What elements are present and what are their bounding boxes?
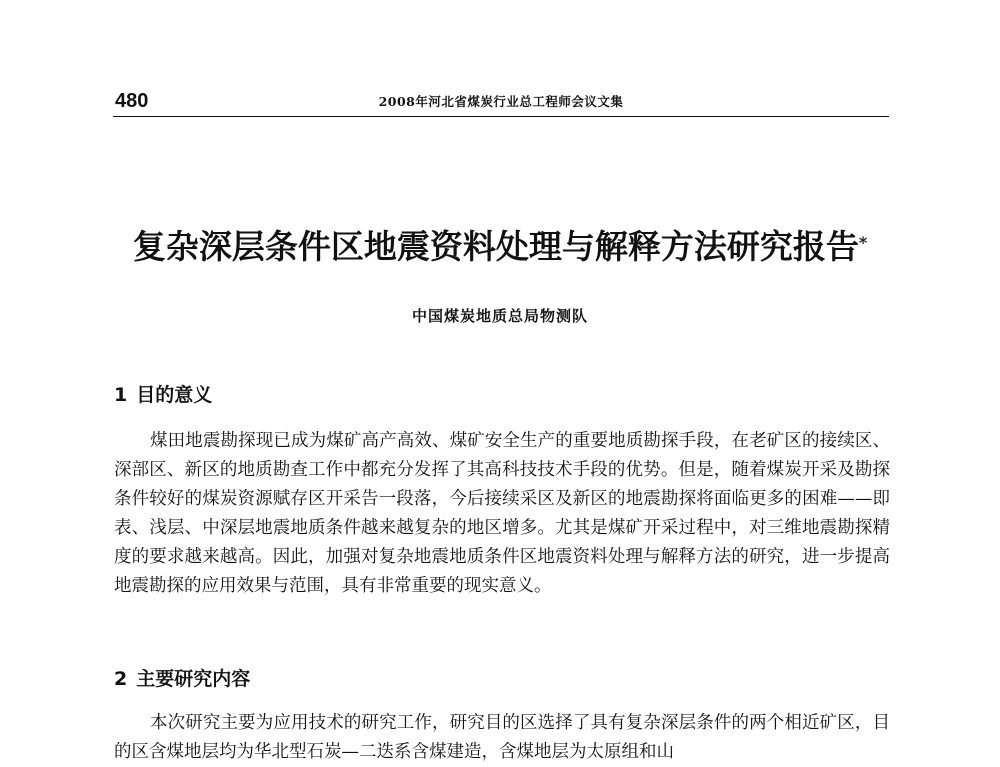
running-title: 2008年河北省煤炭行业总工程师会议文集 [378,94,624,109]
section-heading-2 [114,666,250,692]
section-heading-text: 主要研究内容 [136,668,251,690]
article-title [100,224,900,270]
section-2-body [114,709,890,767]
title-footnote-mark: * [858,233,868,252]
page-number: 480 [115,90,149,112]
header-rule [113,116,889,117]
section-heading-1 [114,382,212,408]
article-title-text: 复杂深层条件区地震资料处理与解释方法研究报告 [132,227,859,266]
paragraph: 本次研究主要为应用技术的研究工作，研究目的区选择了具有复杂深层条件的两个相近矿区，目的区含煤地层均为华北型石炭—二迭系含煤建造，含煤地层为太原组和山 [114,713,890,762]
author-affiliation: 中国煤炭地质总局物测队 [411,307,588,325]
section-1-body [114,427,890,601]
page-header [113,90,889,116]
section-heading-text: 目的意义 [136,384,213,406]
section-number: 1 [114,384,128,406]
paragraph: 煤田地震勘探现已成为煤矿高产高效、煤矿安全生产的重要地质勘探手段，在老矿区的接续区、深部区、新区的地质勘查工作中都充分发挥了其高科技技术手段的优势。但是，随着煤炭开采及勘探条件较好的煤炭资源赋存区开采告一段落，今后接续采区及新区的地震勘探将面临更多的困难——即表、浅层、中深层地震地质条件越来越复杂的地区增多。尤其是煤矿开采过程中，对三维地震勘探精度的要求越来越高。因此，加强对复杂地震地质条件区地震资料处理与解释方法的研究，进一步提高地震勘探的应用效果与范围，具有非常重要的现实意义。 [114,431,890,596]
section-number: 2 [114,668,128,690]
